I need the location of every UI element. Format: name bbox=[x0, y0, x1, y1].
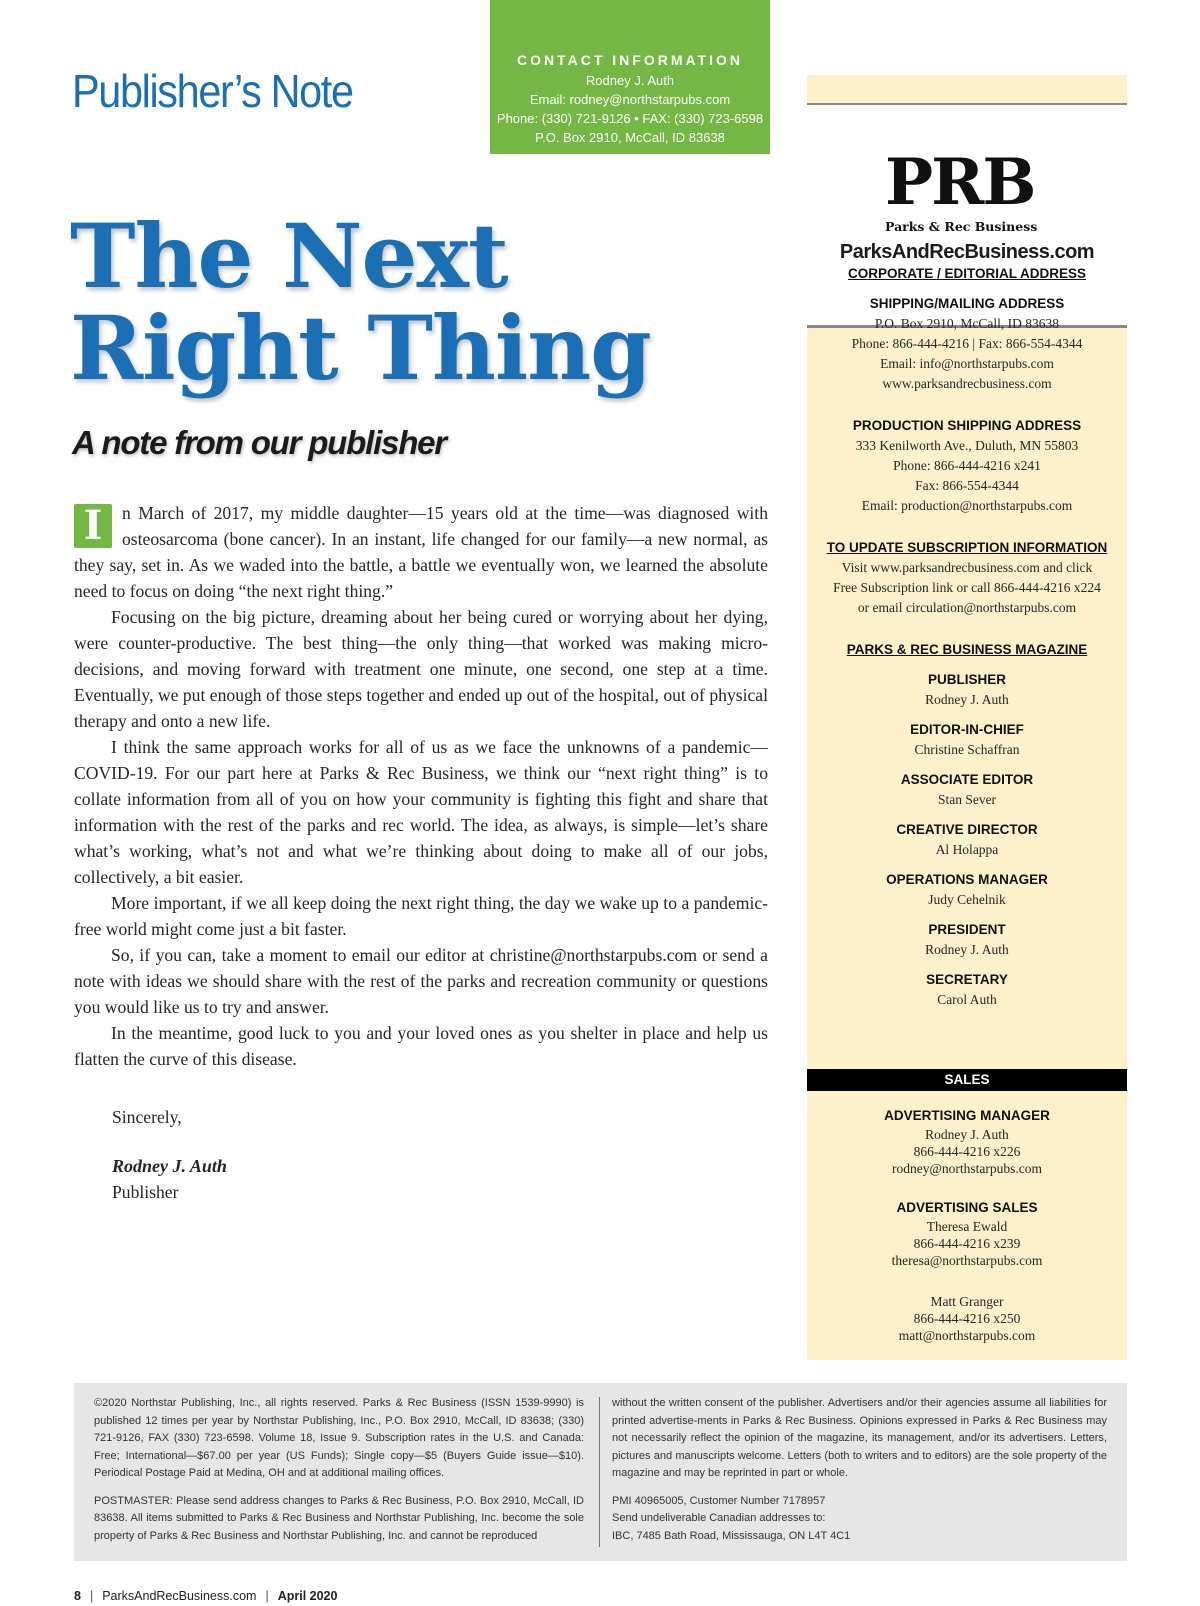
page-folio bbox=[74, 1589, 337, 1603]
prb-logo: PRB bbox=[885, 145, 1035, 220]
staff-role: PRESIDENT bbox=[928, 922, 1006, 937]
staff-entry bbox=[807, 820, 1127, 860]
staff-name: Stan Sever bbox=[937, 792, 997, 807]
legal-footer bbox=[74, 1383, 1127, 1561]
ad-manager-role: ADVERTISING MANAGER bbox=[884, 1108, 1050, 1123]
contact-email[interactable]: Email: rodney@northstarpubs.com bbox=[529, 92, 731, 107]
article-body bbox=[74, 500, 768, 1072]
website-link[interactable]: ParksAndRecBusiness.com bbox=[839, 241, 1095, 263]
contact-information-box bbox=[490, 0, 770, 154]
paragraph: In the meantime, good luck to you and your loved ones as you shelter in place and help us flatten the curve of this disease. bbox=[74, 1023, 768, 1069]
drop-cap: I bbox=[74, 504, 112, 548]
staff-role: PUBLISHER bbox=[927, 672, 1006, 687]
staff-entry bbox=[807, 920, 1127, 960]
magazine-heading-section bbox=[807, 640, 1127, 660]
staff-role: CREATIVE DIRECTOR bbox=[896, 822, 1038, 837]
masthead-sidebar bbox=[807, 75, 1127, 1360]
subscription-section bbox=[807, 538, 1127, 618]
staff-entry bbox=[807, 870, 1127, 910]
legal-paragraph: ©2020 Northstar Publishing, Inc., all rights reserved. Parks & Rec Business (ISSN 1539-9990) is published 12 times per year by Northstar Publishing, Inc., P.O. Box 2910, McCall, ID 83638; (330) 721-9126, FAX (330) 723-6598. Volume 18, Issue 9. Subscription rates in the U.S. and Canada: Free; International—$67.00 per year (US Funds); Single copy—$5 (Buyers Guide issue—$10). Periodical Postage Paid at Medina, OH and at additional mailing offices. bbox=[94, 1397, 584, 1479]
ad-sales-section-2 bbox=[807, 1293, 1127, 1344]
article-headline bbox=[70, 204, 651, 400]
legal-column-right bbox=[612, 1395, 1107, 1545]
staff-entry bbox=[807, 720, 1127, 760]
ad-manager-name: Rodney J. Auth bbox=[925, 1127, 1009, 1142]
staff-name: Al Holappa bbox=[935, 842, 999, 857]
ad-manager-phone: 866-444-4216 x226 bbox=[913, 1144, 1021, 1159]
paragraph: I think the same approach works for all of us as we face the unknowns of a pandemic—COVID-19. For our part here at Parks & Rec Business, we think our “next right thing” is to collate information from all of you on how your community is fighting this fight and share that information with the rest of the parks and rec world. The idea, as always, is simple—let’s share what’s working, what’s not and what we’re thinking about doing to make all of our jobs, collectively, a bit easier. bbox=[74, 737, 768, 887]
contact-phone-fax: Phone: (330) 721-9126 • FAX: (330) 723-6598 bbox=[496, 111, 764, 126]
paragraph bbox=[74, 500, 768, 604]
ad-manager-section bbox=[807, 1106, 1127, 1177]
staff-role: OPERATIONS MANAGER bbox=[886, 872, 1048, 887]
shipping-section bbox=[807, 294, 1127, 394]
production-section bbox=[807, 416, 1127, 516]
corporate-section bbox=[807, 264, 1127, 284]
logo-tagline: Parks & Rec Business bbox=[885, 219, 1038, 234]
paragraph: More important, if we all keep doing the next right thing, the day we wake up to a pandemic-free world might come just a bit faster. bbox=[74, 893, 768, 939]
ad-sales-name: Theresa Ewald bbox=[926, 1219, 1008, 1234]
ad-sales-email[interactable]: theresa@northstarpubs.com bbox=[891, 1253, 1043, 1268]
web-line[interactable]: www.parksandrecbusiness.com bbox=[882, 376, 1052, 391]
paragraph: Focusing on the big picture, dreaming about her being cured or worrying about her dying, were counter-productive. The best thing—the only thing—that worked was making micro-decisions, and moving forward with treatment one minute, one second, one step at a time. Eventually, we put enough of those steps together and ended up out of the hospital, out of physical therapy and onto a new life. bbox=[74, 607, 768, 731]
staff-name: Carol Auth bbox=[937, 992, 997, 1007]
corporate-heading: CORPORATE / EDITORIAL ADDRESS bbox=[847, 266, 1087, 281]
ad-sales-email[interactable]: matt@northstarpubs.com bbox=[898, 1328, 1036, 1343]
folio-separator: | bbox=[265, 1589, 269, 1603]
legal-paragraph: without the written consent of the publisher. Advertisers and/or their agencies assume all liabilities for printed advertise-ments in Parks & Rec Business. Opinions expressed in Parks & Rec Business may not necessarily reflect the opinion of the magazine, its management, and/or its advertisers. Letters, pictures and manuscripts welcome. Letters (both to writers and to editors) are the sole property of the magazine and may be reprinted in part or whole. bbox=[612, 1397, 1107, 1479]
staff-role: ASSOCIATE EDITOR bbox=[900, 772, 1034, 787]
staff-name: Christine Schaffran bbox=[914, 742, 1020, 757]
ad-sales-section bbox=[807, 1198, 1127, 1269]
signoff: Sincerely, bbox=[112, 1107, 182, 1127]
ad-sales-phone: 866-444-4216 x239 bbox=[913, 1236, 1021, 1251]
email-line[interactable]: Email: info@northstarpubs.com bbox=[880, 356, 1054, 371]
shipping-heading: SHIPPING/MAILING ADDRESS bbox=[869, 296, 1065, 311]
contact-title: CONTACT INFORMATION bbox=[516, 52, 743, 68]
staff-role: SECRETARY bbox=[926, 972, 1008, 987]
postal-line: Send undeliverable Canadian addresses to: bbox=[612, 1512, 826, 1524]
contact-name: Rodney J. Auth bbox=[585, 73, 675, 88]
logo-block bbox=[807, 105, 1127, 325]
signature-title: Publisher bbox=[112, 1182, 179, 1202]
headline-line: Right Thing bbox=[70, 296, 651, 400]
paragraph: So, if you can, take a moment to email our editor at christine@northstarpubs.com or send a note with ideas we should share with the rest of the parks and recreation community or questions you would like us to try and answer. bbox=[74, 945, 768, 1017]
subscription-heading: TO UPDATE SUBSCRIPTION INFORMATION bbox=[826, 540, 1108, 555]
column-divider bbox=[599, 1397, 600, 1547]
contact-po-box: P.O. Box 2910, McCall, ID 83638 bbox=[535, 130, 725, 145]
staff-name: Rodney J. Auth bbox=[925, 942, 1009, 957]
article-dek: A note from our publisher bbox=[72, 424, 446, 461]
magazine-heading: PARKS & REC BUSINESS MAGAZINE bbox=[846, 642, 1088, 657]
fax-line: Fax: 866-554-4344 bbox=[915, 478, 1019, 493]
page-number: 8 bbox=[74, 1589, 81, 1603]
folio-site[interactable]: ParksAndRecBusiness.com bbox=[102, 1589, 257, 1603]
postal-line: IBC, 7485 Bath Road, Mississauga, ON L4T 4C1 bbox=[612, 1529, 851, 1542]
folio-issue: April 2020 bbox=[277, 1589, 338, 1603]
staff-name: Judy Cehelnik bbox=[928, 892, 1006, 907]
production-heading: PRODUCTION SHIPPING ADDRESS bbox=[852, 418, 1082, 433]
address-line: 333 Kenilworth Ave., Duluth, MN 55803 bbox=[855, 438, 1079, 453]
staff-entry bbox=[807, 670, 1127, 710]
subscription-line: or email circulation@northstarpubs.com bbox=[857, 600, 1077, 615]
signature-name: Rodney J. Auth bbox=[112, 1156, 227, 1176]
headline-line: The Next bbox=[70, 204, 508, 308]
ad-sales-name: Matt Granger bbox=[930, 1294, 1004, 1309]
phone-line: Phone: 866-444-4216 x241 bbox=[893, 458, 1041, 473]
staff-role: EDITOR-IN-CHIEF bbox=[910, 722, 1024, 737]
sales-heading: SALES bbox=[807, 1069, 1127, 1091]
ad-manager-email[interactable]: rodney@northstarpubs.com bbox=[891, 1161, 1043, 1176]
subscription-line: Visit www.parksandrecbusiness.com and click bbox=[841, 560, 1093, 575]
section-label: Publisher’s Note bbox=[72, 65, 353, 117]
postal-line: PMI 40965005, Customer Number 7178957 bbox=[612, 1494, 826, 1507]
staff-name: Rodney J. Auth bbox=[925, 692, 1009, 707]
ad-sales-phone: 866-444-4216 x250 bbox=[913, 1311, 1021, 1326]
ad-sales-role: ADVERTISING SALES bbox=[896, 1200, 1038, 1215]
legal-column-left bbox=[94, 1395, 584, 1555]
subscription-line: Free Subscription link or call 866-444-4216 x224 bbox=[833, 580, 1101, 595]
staff-entry bbox=[807, 970, 1127, 1010]
staff-entry bbox=[807, 770, 1127, 810]
paragraph-text: n March of 2017, my middle daughter—15 years old at the time—was diagnosed with osteosarcoma (bone cancer). In an instant, life changed for our family—a new normal, as they say, set in. As we waded into the battle, a battle we eventually won, we learned the absolute need to focus on doing “the next right thing.” bbox=[74, 503, 768, 601]
legal-paragraph: POSTMASTER: Please send address changes to Parks & Rec Business, P.O. Box 2910, McCall, ID 83638. All items submitted to Parks & Rec Business and Northstar Publishing, Inc. become the sole property of Parks & Rec Business and Northstar Publishing, Inc. and cannot be reproduced bbox=[94, 1494, 584, 1542]
email-line[interactable]: Email: production@northstarpubs.com bbox=[861, 498, 1073, 513]
folio-separator: | bbox=[89, 1589, 94, 1603]
address-line: P.O. Box 2910, McCall, ID 83638 bbox=[874, 316, 1060, 331]
phone-fax-line: Phone: 866-444-4216 | Fax: 866-554-4344 bbox=[851, 336, 1083, 351]
